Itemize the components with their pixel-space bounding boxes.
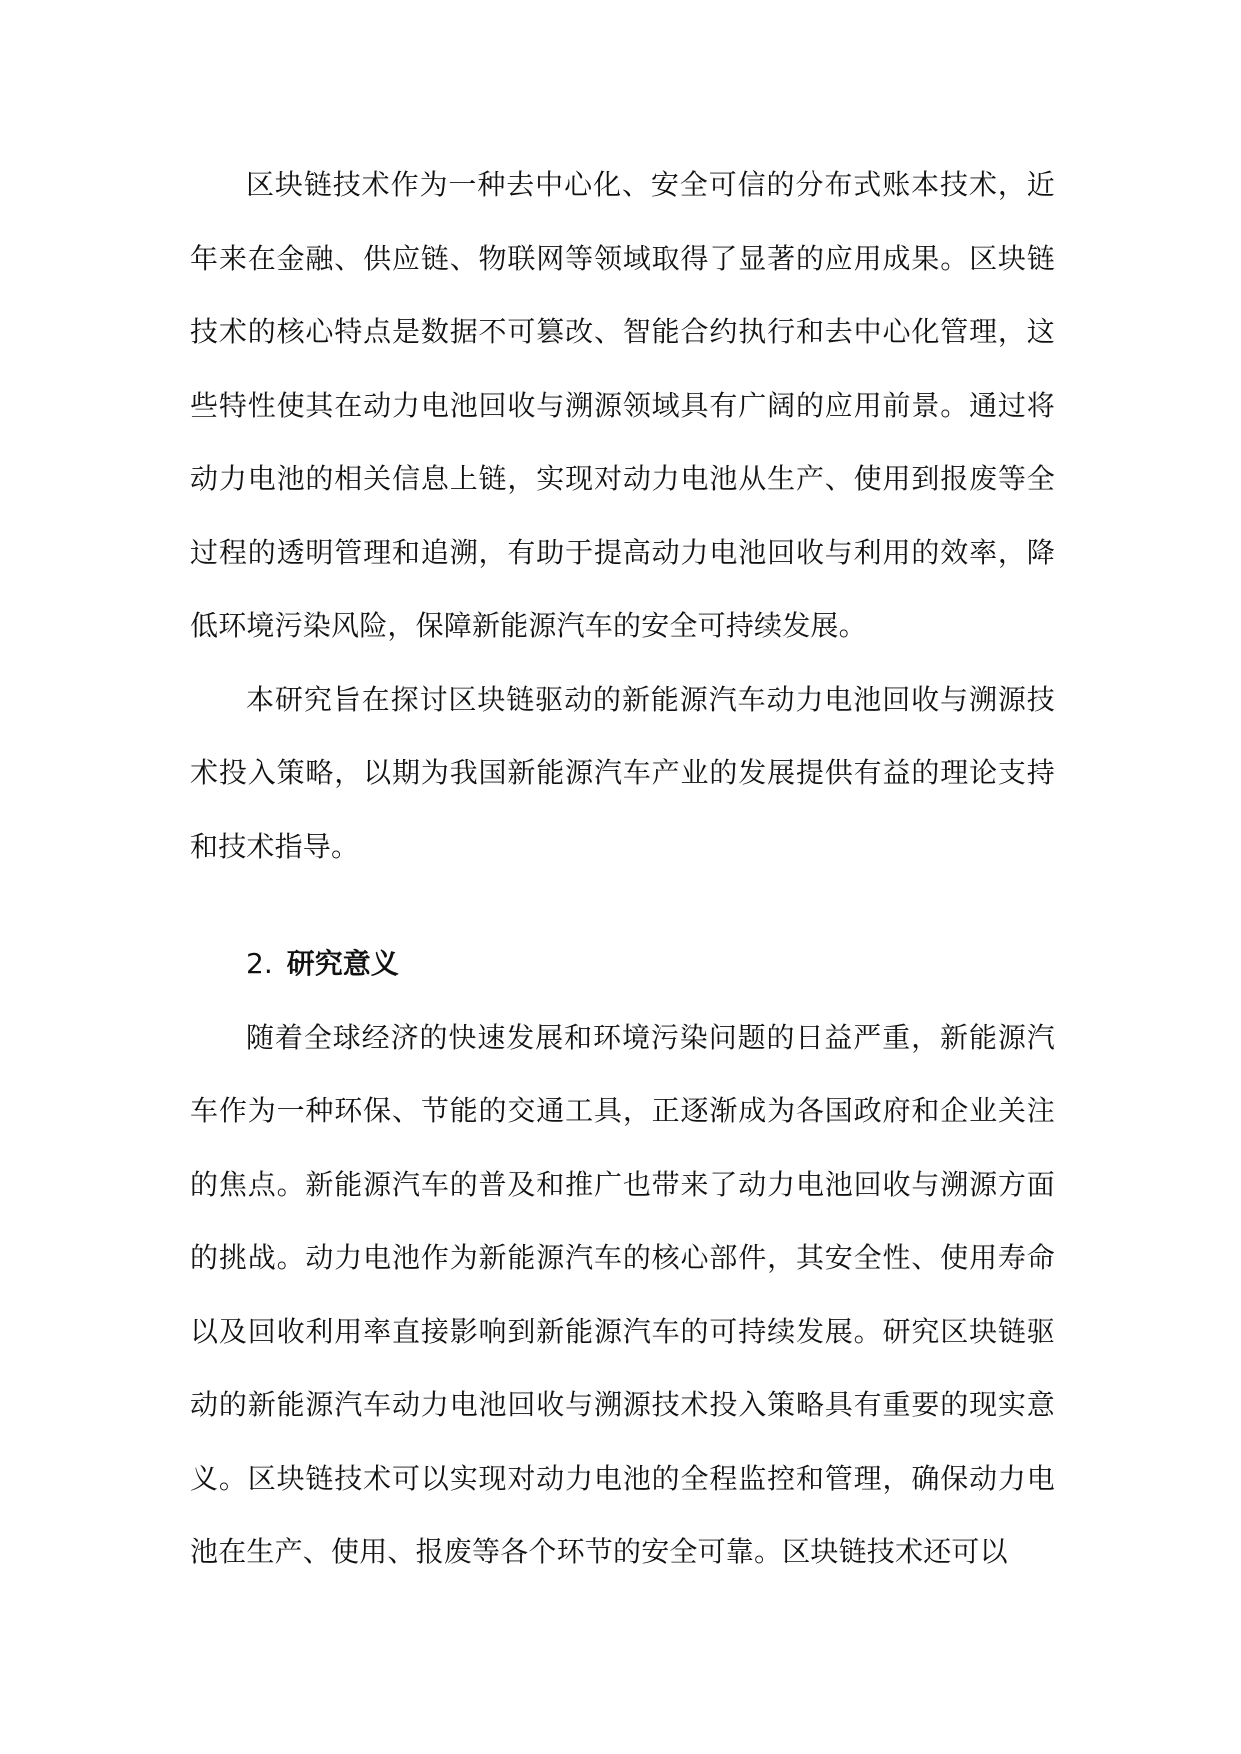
paragraph-research-aim: 本研究旨在探讨区块链驱动的新能源汽车动力电池回收与溯源技术投入策略，以期为我国新能源汽车产业的发展提供有益的理论支持和技术指导。: [190, 682, 1055, 863]
section-heading: [190, 927, 1055, 1001]
paragraph-research-significance: 随着全球经济的快速发展和环境污染问题的日益严重，新能源汽车作为一种环保、节能的交通工具，正逐渐成为各国政府和企业关注的焦点。新能源汽车的普及和推广也带来了动力电池回收与溯源方面的挑战。动力电池作为新能源汽车的核心部件，其安全性、使用寿命以及回收利用率直接影响到新能源汽车的可持续发展。研究区块链驱动的新能源汽车动力电池回收与溯源技术投入策略具有重要的现实意义。区块链技术可以实现对动力电池的全程监控和管理，确保动力电池在生产、使用、报废等各个环节的安全可靠。区块链技术还可以: [190, 1020, 1055, 1568]
section-title: 研究意义: [286, 947, 399, 980]
document-body: [190, 148, 1055, 1589]
section-number: 2.: [246, 947, 273, 980]
paragraph-blockchain-overview: 区块链技术作为一种去中心化、安全可信的分布式账本技术，近年来在金融、供应链、物联网等领域取得了显著的应用成果。区块链技术的核心特点是数据不可篡改、智能合约执行和去中心化管理，这些特性使其在动力电池回收与溯源领域具有广阔的应用前景。通过将动力电池的相关信息上链，实现对动力电池从生产、使用到报废等全过程的透明管理和追溯，有助于提高动力电池回收与利用的效率，降低环境污染风险，保障新能源汽车的安全可持续发展。: [190, 168, 1055, 642]
